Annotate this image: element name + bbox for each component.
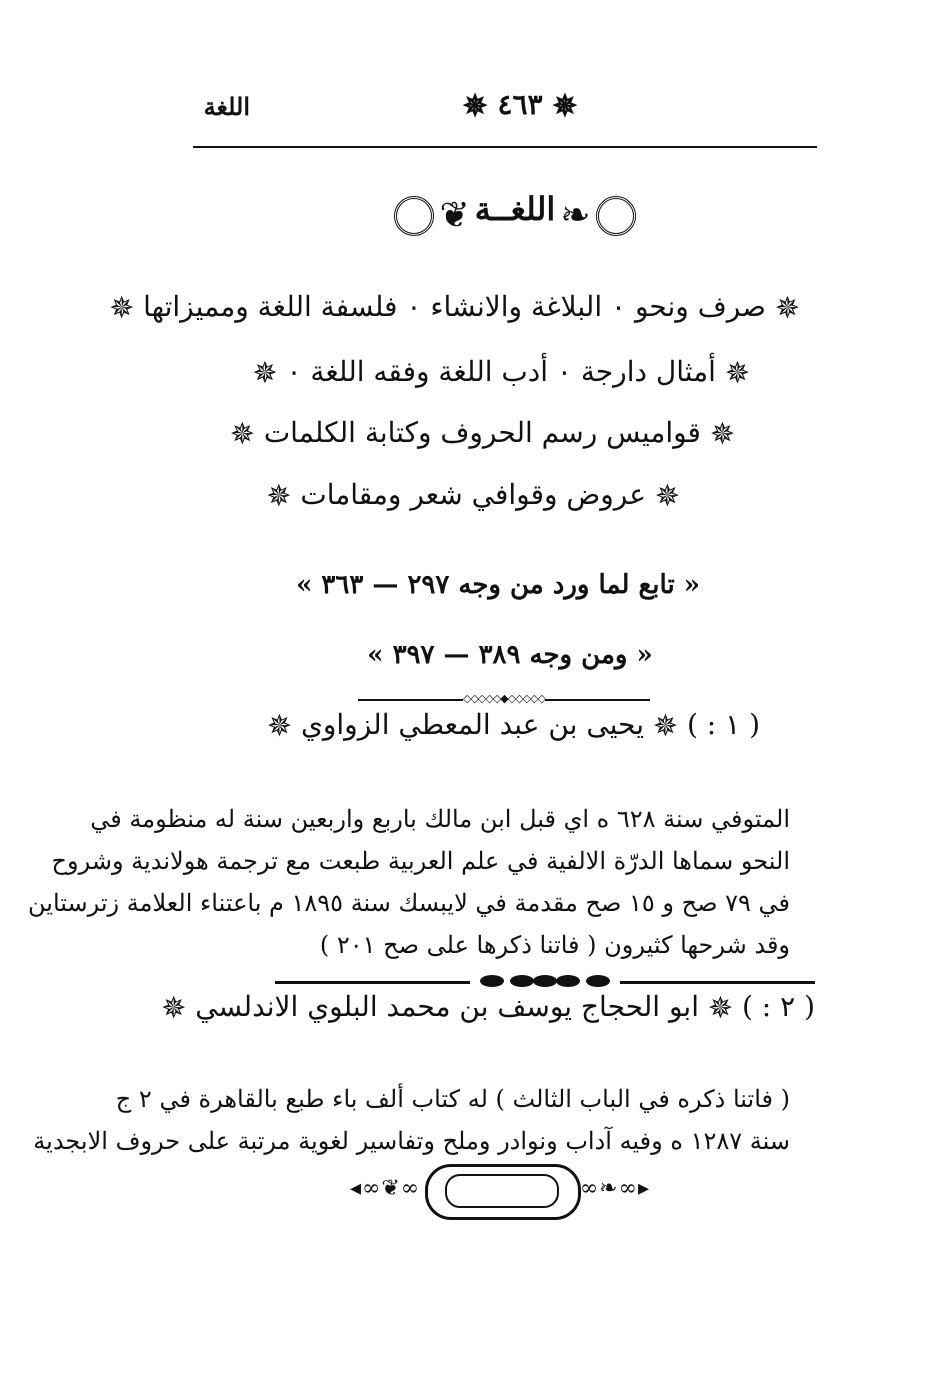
entry-heading: [266, 708, 760, 744]
topic-line: [266, 478, 680, 514]
entry-paragraph: [28, 798, 790, 966]
entry-name: ابو الحجاج يوسف بن محمد البلوي الاندلسي: [195, 990, 699, 1023]
swirl-ornament-icon: [596, 196, 636, 236]
page-reference: « ومن وجه ٣٨٩ — ٣٩٧ »: [367, 640, 653, 670]
paragraph-line: المتوفي سنة ٦٢٨ ه اي قبل ابن مالك باربع واربعين سنة له منظومة في: [90, 805, 790, 833]
asterisk-ornament-icon: ✵: [161, 990, 187, 1026]
topic-text: صرف ونحو ٠ البلاغة والانشاء ٠ فلسفة اللغة ومميزاتها: [143, 290, 766, 323]
asterisk-ornament-icon: ✵: [229, 416, 255, 452]
tailpiece-right-flourish: ∞❧∞▸: [579, 1176, 650, 1201]
floral-ornament-icon: ❦: [439, 195, 470, 236]
rule-center-ornament: [470, 972, 620, 990]
ornament-rule: [275, 978, 815, 986]
entry-heading: [161, 990, 815, 1026]
topic-line: [252, 355, 750, 391]
asterisk-ornament-icon: ✵: [707, 990, 734, 1026]
asterisk-ornament-icon: ✵: [774, 290, 800, 326]
asterisk-ornament-icon: ✵: [109, 290, 135, 326]
asterisk-ornament-icon: ✵: [462, 88, 488, 124]
topic-line: [109, 290, 800, 326]
paragraph-line: سنة ١٢٨٧ ه وفيه آداب ونوادر وملح وتفاسير لغوية مرتبة على حروف الابجدية: [33, 1127, 790, 1155]
entry-number: ( ٢ : ): [741, 990, 815, 1023]
topic-line: [229, 416, 735, 452]
paragraph-line: وقد شرحها كثيرون ( فاتنا ذكرها على صح ٢٠١ ): [319, 931, 790, 959]
asterisk-ornament-icon: ✵: [724, 355, 750, 391]
asterisk-ornament-icon: ✵: [252, 355, 278, 391]
tailpiece-inner-scroll: [445, 1174, 559, 1208]
topic-text: عروض وقوافي شعر ومقامات: [300, 478, 646, 511]
scroll-tailpiece: [350, 1162, 650, 1220]
tailpiece-left-flourish: ◂∞❦∞: [350, 1176, 421, 1201]
header-rule: [193, 146, 817, 148]
section-title-block: [360, 190, 670, 260]
asterisk-ornament-icon: ✵: [654, 478, 680, 514]
paragraph-line: ( فاتنا ذكره في الباب الثالث ) له كتاب ألف باء طبع بالقاهرة في ٢ ج: [115, 1085, 790, 1113]
chain-rule: [358, 692, 650, 705]
asterisk-ornament-icon: ✵: [652, 708, 679, 744]
entry-paragraph: [33, 1078, 790, 1162]
chain-ornament: ◇◇◇◇◇◆◇◇◇◇◇: [463, 692, 546, 705]
page-reference: « تابع لما ورد من وجه ٢٩٧ — ٣٦٣ »: [296, 570, 700, 600]
floral-ornament-icon: ❧: [560, 195, 591, 236]
swirl-ornament-icon: [394, 196, 434, 236]
topic-text: أمثال دارجة ٠ أدب اللغة وفقه اللغة ٠: [286, 355, 716, 388]
paragraph-line: النحو سماها الدرّة الالفية في علم العربية طبعت مع ترجمة هولاندية وشروح: [51, 847, 790, 875]
asterisk-ornament-icon: ✵: [552, 88, 578, 124]
running-head: اللغة: [203, 92, 250, 121]
paragraph-line: في ٧٩ صح و ١٥ صح مقدمة في لايبسك سنة ١٨٩٥ م باعتناء العلامة زترستاين: [28, 889, 790, 917]
page-number-block: [440, 88, 600, 122]
section-title: اللغــة: [474, 190, 556, 228]
entry-number: ( ١ : ): [686, 708, 760, 741]
asterisk-ornament-icon: ✵: [266, 708, 293, 744]
asterisk-ornament-icon: ✵: [266, 478, 292, 514]
topic-text: قواميس رسم الحروف وكتابة الكلمات: [263, 416, 701, 449]
entry-name: يحيى بن عبد المعطي الزواوي: [300, 708, 644, 741]
page-number: ٤٦٣: [497, 88, 543, 121]
asterisk-ornament-icon: ✵: [709, 416, 735, 452]
